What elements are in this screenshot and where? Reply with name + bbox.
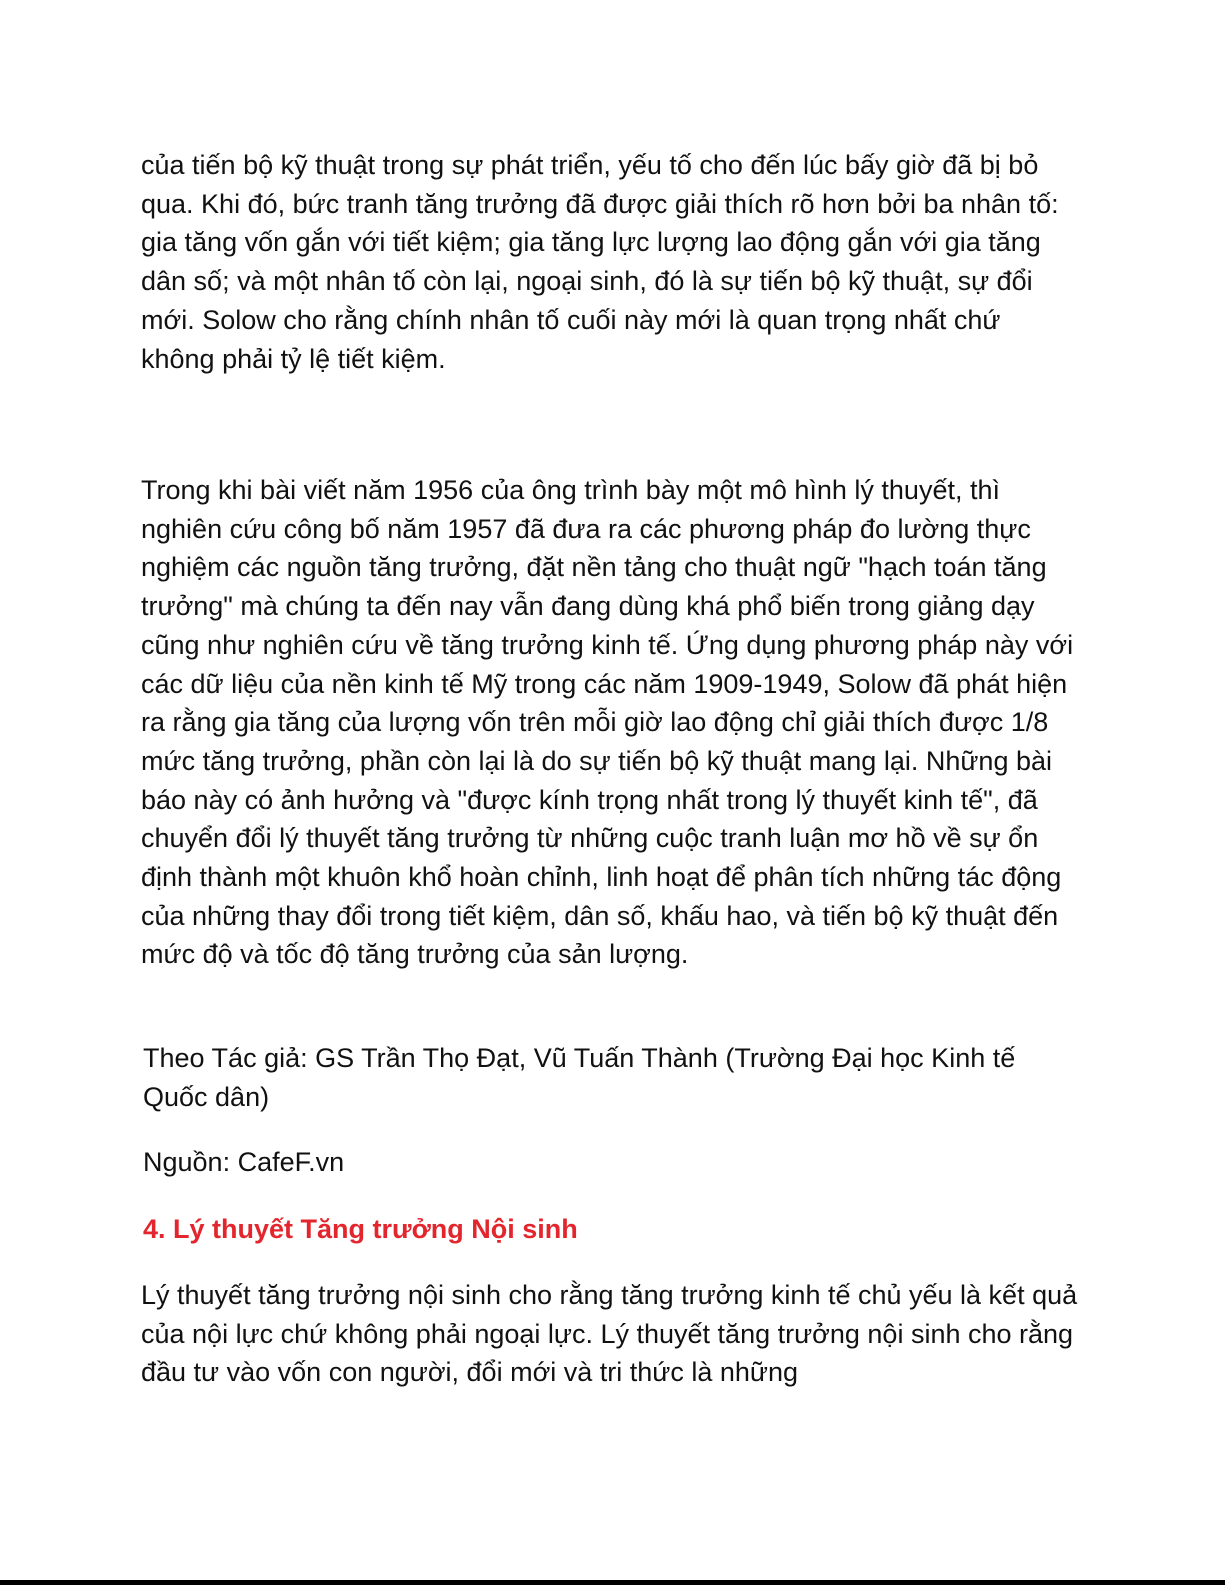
page-bottom-border <box>0 1580 1225 1585</box>
body-paragraph: Lý thuyết tăng trưởng nội sinh cho rằng tăng trưởng kinh tế chủ yếu là kết quả của nội lực chứ không phải ngoại lực. Lý thuyết tăng trưởng nội sinh cho rằng đầu tư vào vốn con người, đổi mới và tri thức là những <box>141 1280 1078 1388</box>
source-line: Nguồn: CafeF.vn <box>143 1147 345 1177</box>
section-heading: 4. Lý thuyết Tăng trưởng Nội sinh <box>143 1214 578 1244</box>
author-credit: Theo Tác giả: GS Trần Thọ Đạt, Vũ Tuấn Thành (Trường Đại học Kinh tế Quốc dân) <box>143 1043 1016 1112</box>
body-paragraph: Trong khi bài viết năm 1956 của ông trình bày một mô hình lý thuyết, thì nghiên cứu công bố năm 1957 đã đưa ra các phương pháp đo lường thực nghiệm các nguồn tăng trưởng, đặt nền tảng cho thuật ngữ "hạch toán tăng trưởng" mà chúng ta đến nay vẫn đang dùng khá phổ biến trong giảng dạy cũng như nghiên cứu về tăng trưởng kinh tế. Ứng dụng phương pháp này với các dữ liệu của nền kinh tế Mỹ trong các năm 1909-1949, Solow đã phát hiện ra rằng gia tăng của lượng vốn trên mỗi giờ lao động chỉ giải thích được 1/8 mức tăng trưởng, phần còn lại là do sự tiến bộ kỹ thuật mang lại. Những bài báo này có ảnh hưởng và "được kính trọng nhất trong lý thuyết kinh tế", đã chuyển đổi lý thuyết tăng trưởng từ những cuộc tranh luận mơ hồ về sự ổn định thành một khuôn khổ hoàn chỉnh, linh hoạt để phân tích những tác động của những thay đổi trong tiết kiệm, dân số, khấu hao, và tiến bộ kỹ thuật đến mức độ và tốc độ tăng trưởng của sản lượng. <box>141 475 1074 970</box>
body-paragraph: của tiến bộ kỹ thuật trong sự phát triển, yếu tố cho đến lúc bấy giờ đã bị bỏ qua. Khi đó, bức tranh tăng trưởng đã được giải thích rõ hơn bởi ba nhân tố: gia tăng vốn gắn với tiết kiệm; gia tăng lực lượng lao động gắn với gia tăng dân số; và một nhân tố còn lại, ngoại sinh, đó là sự tiến bộ kỹ thuật, sự đổi mới. Solow cho rằng chính nhân tố cuối này mới là quan trọng nhất chứ không phải tỷ lệ tiết kiệm. <box>141 150 1059 374</box>
